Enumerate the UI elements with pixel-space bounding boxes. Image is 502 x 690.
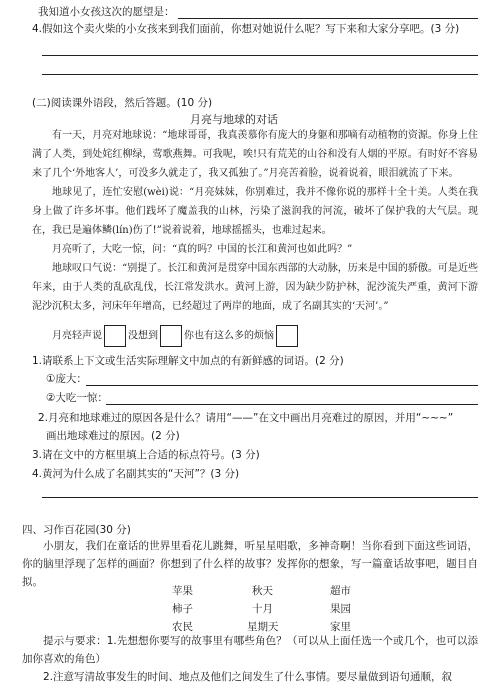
answer-line[interactable]: [42, 74, 478, 75]
word: 十月: [252, 603, 273, 615]
wish-question: 我知道小女孩这次的愿望是：: [38, 6, 175, 18]
question-4-top: 4.假如这个卖火柴的小女孩来到我们面前，你想对她说什么呢？写下来和大家分享吧。(3 分): [32, 23, 460, 35]
text-fragment: 没想到: [128, 330, 158, 342]
question-2: 2.月亮和地球难过的原因各是什么？请用“——”在文中画出月亮难过的原因，并用“~~~”: [38, 412, 454, 424]
passage-paragraph: 地球见了，连忙安慰(wèi)说：“月亮妹妹，你别难过，我并不像你说的那样十全十美。人类在我身上做了许多坏事。他们践坏了魔盖我的山林，污染了滋润我的河流，破坏了保护我的大气层。现在，我已是遍体鳞(lín)伤了!”说着说着，地球摇摇头，也难过起来。: [32, 187, 478, 236]
tip-1: 提示与要求：1.先想想你要写的故事里有哪些角色？（可以从上面任选一个或几个，也可以添加你喜欢的角色）: [22, 635, 478, 665]
passage-title: 月亮与地球的对话: [190, 113, 278, 126]
word: 苹果: [172, 585, 193, 597]
question-1b: ②大吃一惊：: [46, 392, 108, 404]
answer-line[interactable]: [42, 55, 478, 56]
word: 星期天: [247, 621, 279, 633]
passage-paragraph: 月亮听了，大吃一惊，问：“真的吗？中国的长江和黄河也如此吗？”: [52, 244, 353, 255]
section-heading: 四、习作百花园(30 分): [22, 524, 131, 536]
passage-paragraph: 有一天，月亮对地球说：“地球哥哥，我真羡慕你有庞大的身躯和那嘀有动植物的资源。你身上住满了人类，到处姹红柳绿，莺歌燕舞。可我呢，唉!只有荒芜的山谷和没有人烟的平原。有时好不容易来了几个‘外地客人’，可没多久就走了，我又孤独了。”月亮苦着脸，说着说着，眼泪就流了下来。: [32, 130, 478, 179]
tip-2: 2.注意写清故事发生的时间、地点及他们之间发生了什么事情。要尽量做到语句通顺，叙: [43, 671, 453, 683]
answer-line[interactable]: [178, 18, 478, 19]
answer-line[interactable]: [106, 404, 478, 405]
word: 超市: [330, 585, 351, 597]
word: 家里: [330, 621, 351, 633]
word: 柿子: [172, 603, 193, 615]
passage: [32, 126, 478, 316]
question-1a: ①庞大：: [46, 373, 87, 385]
question-2-cont: 画出地球难过的原因。(2 分): [46, 430, 180, 442]
word: 农民: [172, 621, 193, 633]
answer-line[interactable]: [86, 385, 478, 386]
passage-paragraph: 地球叹口气说：“别提了。长江和黄河是贯穿中国东西部的大动脉，历来是中国的骄傲。可是近些年来，由于人类的乱砍乱伐，长江常发洪水。黄河上游，因为缺少防护林，泥沙流失严重，黄河下游泥沙沉积太多，河床年年增高，已经超过了两岸的地面，成了名副其实的‘天河’。”: [32, 263, 478, 312]
word: 秋天: [252, 585, 273, 597]
punctuation-box[interactable]: [160, 325, 182, 347]
word: 果园: [330, 603, 351, 615]
punctuation-box[interactable]: [104, 325, 126, 347]
question-1: 1.请联系上下文或生活实际理解文中加点的有新鲜感的词语。(2 分): [32, 355, 344, 367]
text-fragment: 你也有这么多的烦恼: [184, 330, 274, 342]
text-fragment: 月亮轻声说: [52, 330, 102, 342]
punctuation-box[interactable]: [276, 325, 298, 347]
section-heading: (二)阅读课外语段，然后答题。(10 分): [32, 97, 213, 109]
answer-line[interactable]: [42, 497, 478, 498]
question-4: 4.黄河为什么成了名副其实的“天河”？(3 分): [32, 468, 240, 480]
composition-tips: [22, 632, 478, 686]
intro-text: 小朋友，我们在童话的世界里看花儿跳舞，听星星唱歌，多神奇啊！当你看到下面这些词语，你的脑里浮现了怎样的画面？你想到了什么样的故事？发挥你的想象，写一篇童话故事吧，题目自拟。: [22, 540, 478, 588]
question-3: 3.请在文中的方框里填上合适的标点符号。(3 分): [32, 449, 260, 461]
passage-paragraph-boxes: [52, 325, 300, 348]
